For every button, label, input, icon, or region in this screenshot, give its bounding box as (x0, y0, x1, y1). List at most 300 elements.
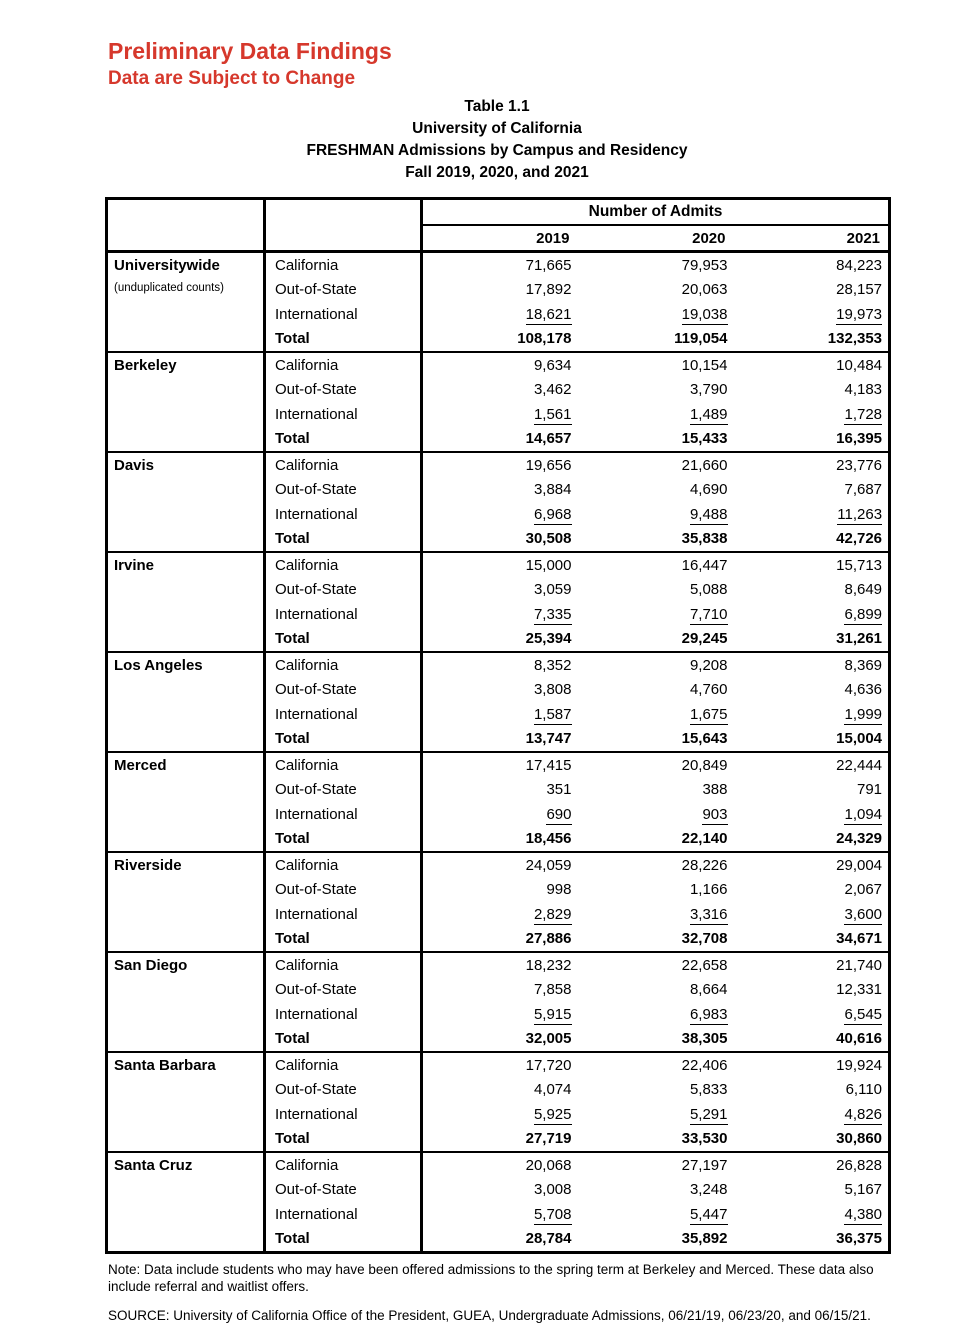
admit-count: 4,760 (689, 681, 728, 699)
value-cell (578, 602, 734, 627)
admit-count: 8,352 (533, 656, 572, 674)
admit-count: 30,860 (836, 1130, 883, 1148)
residency-label: Out-of-State (265, 578, 422, 603)
value-cell (578, 927, 734, 953)
value-cell (734, 352, 890, 378)
residency-label: International (265, 1002, 422, 1027)
value-cell (578, 502, 734, 527)
campus-name: Berkeley (114, 357, 177, 374)
admit-count: 3,600 (844, 905, 883, 923)
residency-label: International (265, 502, 422, 527)
campus-name: Los Angeles (114, 657, 203, 674)
value-cell (578, 727, 734, 753)
campus-name: San Diego (114, 957, 188, 974)
footnote: Note: Data include students who may have been offered admissions to the spring term at Berkeley and Merced. These data also include referral and waitlist offers. (108, 1262, 874, 1294)
value-cell (578, 578, 734, 603)
table-row (107, 852, 890, 878)
caption-subject: FRESHMAN Admissions by Campus and Residency (306, 142, 688, 159)
value-cell (578, 527, 734, 553)
value-cell (422, 627, 578, 653)
value-cell (422, 478, 578, 503)
admit-count: 6,968 (533, 505, 572, 523)
campus-name: Riverside (114, 857, 182, 874)
value-cell (422, 827, 578, 853)
value-cell (422, 327, 578, 353)
value-cell (578, 952, 734, 978)
admit-count: 36,375 (836, 1230, 883, 1248)
admit-count: 20,068 (525, 1156, 572, 1174)
admit-count: 3,008 (533, 1181, 572, 1199)
residency-label: International (265, 602, 422, 627)
admit-count: 8,664 (689, 981, 728, 999)
value-cell (422, 352, 578, 378)
value-cell (734, 578, 890, 603)
residency-label: International (265, 902, 422, 927)
value-cell (734, 1102, 890, 1127)
admit-count: 11,263 (837, 505, 883, 523)
residency-label: Out-of-State (265, 1078, 422, 1103)
value-cell (734, 852, 890, 878)
admit-count: 15,000 (525, 556, 572, 574)
admit-count: 903 (702, 805, 728, 823)
campus-name: Davis (114, 457, 155, 474)
value-cell (734, 527, 890, 553)
admit-count: 15,004 (836, 730, 883, 748)
admit-count: 5,833 (689, 1081, 728, 1099)
banner-subtitle: Data are Subject to Change (108, 68, 356, 89)
value-cell (422, 402, 578, 427)
value-cell (578, 752, 734, 778)
admit-count: 19,924 (836, 1056, 883, 1074)
admit-count: 33,530 (681, 1130, 728, 1148)
value-cell (422, 1078, 578, 1103)
value-cell (422, 652, 578, 678)
value-cell (578, 1202, 734, 1227)
value-cell (578, 1152, 734, 1178)
value-cell (734, 827, 890, 853)
value-cell (422, 427, 578, 453)
value-cell (734, 278, 890, 303)
value-cell (578, 678, 734, 703)
admit-count: 23,776 (836, 456, 883, 474)
residency-label: International (265, 702, 422, 727)
admit-count: 3,790 (689, 381, 728, 399)
value-cell (578, 878, 734, 903)
admit-count: 1,999 (844, 705, 883, 723)
residency-label: Out-of-State (265, 378, 422, 403)
caption-table-number: Table 1.1 (464, 98, 530, 115)
admit-count: 10,484 (836, 356, 883, 374)
admit-count: 1,587 (533, 705, 572, 723)
admit-count: 6,110 (845, 1081, 883, 1099)
admit-count: 20,063 (681, 281, 728, 299)
residency-label: Total (265, 927, 422, 953)
admit-count: 19,038 (681, 305, 728, 323)
residency-label: California (265, 752, 422, 778)
admit-count: 18,232 (525, 956, 572, 974)
value-cell (578, 478, 734, 503)
value-cell (422, 902, 578, 927)
banner-title: Preliminary Data Findings (108, 38, 392, 64)
admit-count: 4,380 (844, 1205, 883, 1223)
value-cell (734, 727, 890, 753)
admit-count: 12,331 (836, 981, 883, 999)
campus-name: Universitywide (114, 257, 220, 274)
value-cell (734, 652, 890, 678)
value-cell (734, 902, 890, 927)
value-cell (734, 1202, 890, 1227)
value-cell (578, 1052, 734, 1078)
admit-count: 42,726 (836, 530, 883, 548)
admit-count: 5,291 (689, 1105, 728, 1123)
admit-count: 8,369 (844, 656, 883, 674)
value-cell (734, 1002, 890, 1027)
value-cell (734, 627, 890, 653)
admit-count: 15,643 (681, 730, 728, 748)
value-cell (734, 452, 890, 478)
admit-count: 20,849 (681, 756, 728, 774)
residency-label: California (265, 252, 422, 278)
value-cell (578, 702, 734, 727)
value-cell (734, 802, 890, 827)
admit-count: 4,636 (844, 681, 883, 699)
admit-count: 34,671 (836, 930, 883, 948)
admit-count: 71,665 (525, 256, 572, 274)
value-cell (734, 327, 890, 353)
admit-count: 3,059 (533, 581, 572, 599)
value-cell (734, 252, 890, 278)
value-cell (578, 778, 734, 803)
admit-count: 19,656 (525, 456, 572, 474)
value-cell (578, 1127, 734, 1153)
residency-label: Out-of-State (265, 678, 422, 703)
admit-count: 5,915 (533, 1005, 572, 1023)
admit-count: 2,067 (844, 881, 883, 899)
admit-count: 40,616 (836, 1030, 883, 1048)
value-cell (578, 1078, 734, 1103)
residency-label: Total (265, 1227, 422, 1253)
value-cell (578, 378, 734, 403)
value-cell (422, 952, 578, 978)
value-cell (422, 1052, 578, 1078)
admit-count: 35,838 (681, 530, 728, 548)
admit-count: 35,892 (681, 1230, 728, 1248)
table-row (107, 1052, 890, 1078)
admit-count: 3,808 (533, 681, 572, 699)
value-cell (422, 502, 578, 527)
table-caption (105, 96, 889, 184)
value-cell (734, 927, 890, 953)
value-cell (578, 827, 734, 853)
value-cell (422, 252, 578, 278)
value-cell (734, 1052, 890, 1078)
residency-label: International (265, 802, 422, 827)
value-cell (578, 652, 734, 678)
admit-count: 22,140 (681, 830, 728, 848)
value-cell (578, 902, 734, 927)
value-cell (422, 927, 578, 953)
admit-count: 21,660 (681, 456, 728, 474)
admit-count: 1,561 (533, 405, 572, 423)
value-cell (578, 252, 734, 278)
value-cell (422, 1027, 578, 1053)
value-cell (422, 852, 578, 878)
value-cell (734, 778, 890, 803)
value-cell (734, 678, 890, 703)
value-cell (422, 602, 578, 627)
residency-label: Total (265, 327, 422, 353)
residency-label: Total (265, 1127, 422, 1153)
table-row (107, 452, 890, 478)
value-cell (422, 1102, 578, 1127)
value-cell (422, 1202, 578, 1227)
admit-count: 5,447 (689, 1205, 728, 1223)
value-cell (578, 302, 734, 327)
campus-name: Irvine (114, 557, 155, 574)
residency-label: California (265, 1152, 422, 1178)
caption-institution: University of California (412, 120, 582, 137)
value-cell (422, 1002, 578, 1027)
admit-count: 9,634 (533, 356, 572, 374)
table-row (107, 652, 890, 678)
admit-count: 132,353 (827, 330, 883, 348)
admit-count: 8,649 (844, 581, 883, 599)
campus-cell (107, 452, 265, 552)
campus-cell (107, 1152, 265, 1253)
value-cell (578, 1178, 734, 1203)
residency-label: Out-of-State (265, 278, 422, 303)
admit-count: 19,973 (836, 305, 883, 323)
residency-label: Out-of-State (265, 478, 422, 503)
admissions-table (105, 197, 891, 1254)
admit-count: 4,074 (533, 1081, 572, 1099)
value-cell (422, 278, 578, 303)
value-cell (422, 1178, 578, 1203)
admit-count: 15,713 (836, 556, 883, 574)
admit-count: 6,899 (844, 605, 883, 623)
admit-count: 79,953 (681, 256, 728, 274)
value-cell (422, 802, 578, 827)
admit-count: 29,245 (681, 630, 728, 648)
admit-count: 27,197 (681, 1156, 728, 1174)
admit-count: 791 (857, 781, 883, 799)
value-cell (578, 802, 734, 827)
residency-label: California (265, 852, 422, 878)
admit-count: 7,858 (533, 981, 572, 999)
value-cell (422, 752, 578, 778)
value-cell (422, 702, 578, 727)
value-cell (422, 878, 578, 903)
campus-cell (107, 652, 265, 752)
admissions-table-body (107, 252, 890, 1253)
value-cell (422, 1152, 578, 1178)
campus-cell (107, 952, 265, 1052)
admit-count: 5,925 (533, 1105, 572, 1123)
value-cell (578, 978, 734, 1003)
value-cell (578, 278, 734, 303)
value-cell (734, 552, 890, 578)
admit-count: 3,248 (689, 1181, 728, 1199)
admit-count: 13,747 (525, 730, 572, 748)
residency-label: Out-of-State (265, 778, 422, 803)
campus-name: Santa Barbara (114, 1057, 216, 1074)
value-cell (734, 878, 890, 903)
admits-header: Number of Admits (422, 199, 890, 226)
admit-count: 22,444 (836, 756, 883, 774)
table-header-row-top (107, 199, 890, 226)
admit-count: 28,157 (836, 281, 883, 299)
table-row (107, 252, 890, 278)
residency-label: International (265, 1202, 422, 1227)
value-cell (734, 302, 890, 327)
admit-count: 119,054 (674, 330, 728, 348)
admit-count: 108,178 (517, 330, 572, 348)
admit-count: 1,094 (844, 805, 883, 823)
admit-count: 5,708 (533, 1205, 572, 1223)
value-cell (734, 602, 890, 627)
admit-count: 29,004 (836, 856, 883, 874)
admit-count: 7,687 (844, 481, 883, 499)
campus-note: (unduplicated counts) (114, 282, 224, 294)
value-cell (578, 552, 734, 578)
value-cell (422, 552, 578, 578)
residency-label: Out-of-State (265, 978, 422, 1003)
admit-count: 1,675 (689, 705, 728, 723)
admit-count: 14,657 (525, 430, 572, 448)
value-cell (734, 378, 890, 403)
admit-count: 17,720 (525, 1056, 572, 1074)
campus-cell (107, 852, 265, 952)
value-cell (422, 578, 578, 603)
campus-cell (107, 352, 265, 452)
value-cell (422, 978, 578, 1003)
admit-count: 32,005 (525, 1030, 572, 1048)
residency-header-cell (265, 199, 422, 252)
admit-count: 4,690 (689, 481, 728, 499)
residency-label: California (265, 452, 422, 478)
admit-count: 1,489 (689, 405, 728, 423)
admit-count: 38,305 (681, 1030, 728, 1048)
value-cell (422, 452, 578, 478)
admit-count: 26,828 (836, 1156, 883, 1174)
table-row (107, 552, 890, 578)
residency-label: Out-of-State (265, 1178, 422, 1203)
admit-count: 4,826 (844, 1105, 883, 1123)
preliminary-banner (108, 38, 964, 90)
residency-label: Total (265, 627, 422, 653)
admit-count: 17,892 (525, 281, 572, 299)
admit-count: 690 (546, 805, 572, 823)
value-cell (734, 1152, 890, 1178)
year-header-2021: 2021 (734, 225, 890, 252)
admit-count: 27,886 (525, 930, 572, 948)
admit-count: 5,167 (844, 1181, 883, 1199)
value-cell (734, 752, 890, 778)
admit-count: 84,223 (836, 256, 883, 274)
year-header-2019: 2019 (422, 225, 578, 252)
residency-label: Total (265, 527, 422, 553)
residency-label: International (265, 1102, 422, 1127)
residency-label: Out-of-State (265, 878, 422, 903)
residency-label: California (265, 652, 422, 678)
admit-count: 24,329 (836, 830, 883, 848)
value-cell (422, 302, 578, 327)
value-cell (734, 978, 890, 1003)
admit-count: 18,456 (525, 830, 572, 848)
value-cell (422, 527, 578, 553)
admit-count: 998 (546, 881, 572, 899)
value-cell (578, 327, 734, 353)
admit-count: 31,261 (836, 630, 883, 648)
admit-count: 388 (702, 781, 728, 799)
residency-label: California (265, 1052, 422, 1078)
value-cell (734, 1127, 890, 1153)
admit-count: 9,208 (689, 656, 728, 674)
residency-label: Total (265, 827, 422, 853)
admit-count: 32,708 (681, 930, 728, 948)
admit-count: 15,433 (681, 430, 728, 448)
value-cell (734, 1227, 890, 1253)
campus-cell (107, 752, 265, 852)
admit-count: 5,088 (689, 581, 728, 599)
residency-label: California (265, 952, 422, 978)
table-row (107, 752, 890, 778)
admit-count: 6,545 (844, 1005, 883, 1023)
value-cell (422, 678, 578, 703)
admit-count: 10,154 (681, 356, 728, 374)
admit-count: 1,166 (689, 881, 728, 899)
admit-count: 28,226 (681, 856, 728, 874)
admit-count: 30,508 (525, 530, 572, 548)
admit-count: 351 (546, 781, 572, 799)
admit-count: 4,183 (844, 381, 883, 399)
admit-count: 7,710 (689, 605, 728, 623)
value-cell (578, 402, 734, 427)
source-line: SOURCE: University of California Office of the President, GUEA, Undergraduate Admissions, 06/21/19, 06/23/20, and 06/15/21. (108, 1308, 871, 1323)
admit-count: 9,488 (689, 505, 728, 523)
admit-count: 16,395 (836, 430, 883, 448)
value-cell (422, 727, 578, 753)
residency-label: Total (265, 427, 422, 453)
table-row (107, 352, 890, 378)
value-cell (578, 1227, 734, 1253)
admit-count: 3,462 (533, 381, 572, 399)
residency-label: California (265, 552, 422, 578)
table-row (107, 1152, 890, 1178)
admit-count: 21,740 (836, 956, 883, 974)
value-cell (422, 1227, 578, 1253)
value-cell (734, 1178, 890, 1203)
campus-cell (107, 552, 265, 652)
residency-label: Total (265, 727, 422, 753)
value-cell (578, 352, 734, 378)
value-cell (422, 778, 578, 803)
value-cell (734, 1027, 890, 1053)
admit-count: 1,728 (844, 405, 883, 423)
value-cell (578, 1027, 734, 1053)
admit-count: 2,829 (533, 905, 572, 923)
campus-name: Santa Cruz (114, 1157, 193, 1174)
value-cell (734, 952, 890, 978)
value-cell (578, 1002, 734, 1027)
value-cell (734, 427, 890, 453)
campus-name: Merced (114, 757, 167, 774)
admit-count: 18,621 (525, 305, 572, 323)
value-cell (734, 1078, 890, 1103)
admit-count: 3,316 (689, 905, 728, 923)
residency-label: Total (265, 1027, 422, 1053)
admit-count: 25,394 (525, 630, 572, 648)
